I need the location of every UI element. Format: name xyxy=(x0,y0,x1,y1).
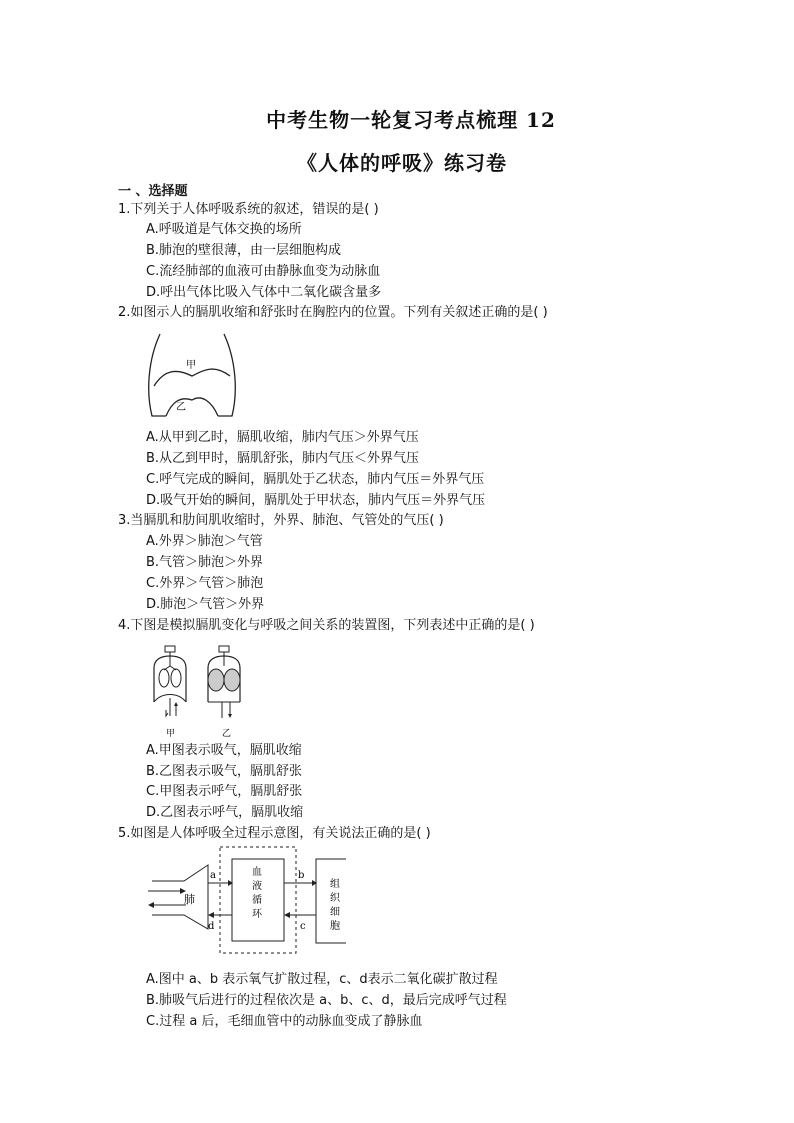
question-3-option-b: B.气管＞肺泡＞外界 xyxy=(146,555,264,570)
question-5-option-a: A.图中 a、b 表示氧气扩散过程，c、d表示二氧化碳扩散过程 xyxy=(146,972,498,987)
question-1-option-d: D.呼出气体比吸入气体中二氧化碳含量多 xyxy=(146,285,382,300)
blood-char-4: 环 xyxy=(252,909,262,920)
section-heading: 一 、选择题 xyxy=(118,184,188,199)
tissue-char-1: 组 xyxy=(330,879,340,890)
question-2-option-c: C.呼气完成的瞬间，膈肌处于乙状态，肺内气压＝外界气压 xyxy=(146,472,485,487)
blood-char-1: 血 xyxy=(252,867,262,878)
process-a-label: a xyxy=(210,870,216,881)
question-1-option-b: B.肺泡的壁很薄，由一层细胞构成 xyxy=(146,243,342,258)
question-3-option-c: C.外界＞气管＞肺泡 xyxy=(146,576,264,591)
question-3-option-a: A.外界＞肺泡＞气管 xyxy=(146,534,263,549)
question-2-option-a: A.从甲到乙时，膈肌收缩，肺内气压＞外界气压 xyxy=(146,430,419,445)
question-4-option-c: C.甲图表示呼气，膈肌舒张 xyxy=(146,784,303,799)
page-title: 中考生物一轮复习考点梳理 12 xyxy=(266,108,556,132)
figure-label-jia: 甲 xyxy=(166,729,176,739)
process-d-label: d xyxy=(208,921,215,932)
question-4-option-b: B.乙图表示吸气，膈肌舒张 xyxy=(146,764,303,779)
question-1-stem: 1.下列关于人体呼吸系统的叙述，错误的是( ) xyxy=(118,202,379,217)
tissue-char-3: 细 xyxy=(330,907,340,918)
question-1-option-a: A.呼吸道是气体交换的场所 xyxy=(146,222,302,237)
question-1-option-c: C.流经肺部的血液可由静脉血变为动脉血 xyxy=(146,264,381,279)
lung-label: 肺 xyxy=(184,893,195,906)
question-5-option-b: B.肺吸气后进行的过程依次是 a、b、c、d，最后完成呼气过程 xyxy=(146,993,507,1008)
figure-label-yi: 乙 xyxy=(222,729,232,739)
tissue-char-2: 织 xyxy=(330,893,340,904)
question-4-option-a: A.甲图表示吸气，膈肌收缩 xyxy=(146,743,302,758)
process-c-label: c xyxy=(300,921,306,932)
question-3-option-d: D.肺泡＞气管＞外界 xyxy=(146,597,265,612)
respiration-process-figure xyxy=(146,843,358,957)
question-4-stem: 4.下图是模拟膈肌变化与呼吸之间关系的装置图，下列表述中正确的是( ) xyxy=(118,618,535,633)
tissue-char-4: 胞 xyxy=(330,921,340,932)
diaphragm-figure xyxy=(146,330,238,422)
question-2-stem: 2.如图示人的膈肌收缩和舒张时在胸腔内的位置。下列有关叙述正确的是( ) xyxy=(118,305,548,320)
figure-label-yi: 乙 xyxy=(176,402,186,413)
bell-jar-figure xyxy=(146,640,246,740)
question-5-option-c: C.过程 a 后，毛细血管中的动脉血变成了静脉血 xyxy=(146,1014,423,1029)
question-5-stem: 5.如图是人体呼吸全过程示意图，有关说法正确的是( ) xyxy=(118,826,431,841)
question-3-stem: 3.当膈肌和肋间肌收缩时，外界、肺泡、气管处的气压( ) xyxy=(118,513,444,528)
process-b-label: b xyxy=(298,870,305,881)
question-2-option-b: B.从乙到甲时，膈肌舒张，肺内气压＜外界气压 xyxy=(146,451,420,466)
page-subtitle: 《人体的呼吸》练习卷 xyxy=(297,151,507,175)
blood-char-3: 循 xyxy=(252,895,262,906)
figure-label-jia: 甲 xyxy=(186,360,196,371)
question-4-option-d: D.乙图表示呼气，膈肌收缩 xyxy=(146,805,304,820)
blood-char-2: 液 xyxy=(252,881,262,892)
question-2-option-d: D.吸气开始的瞬间，膈肌处于甲状态，肺内气压＝外界气压 xyxy=(146,493,486,508)
